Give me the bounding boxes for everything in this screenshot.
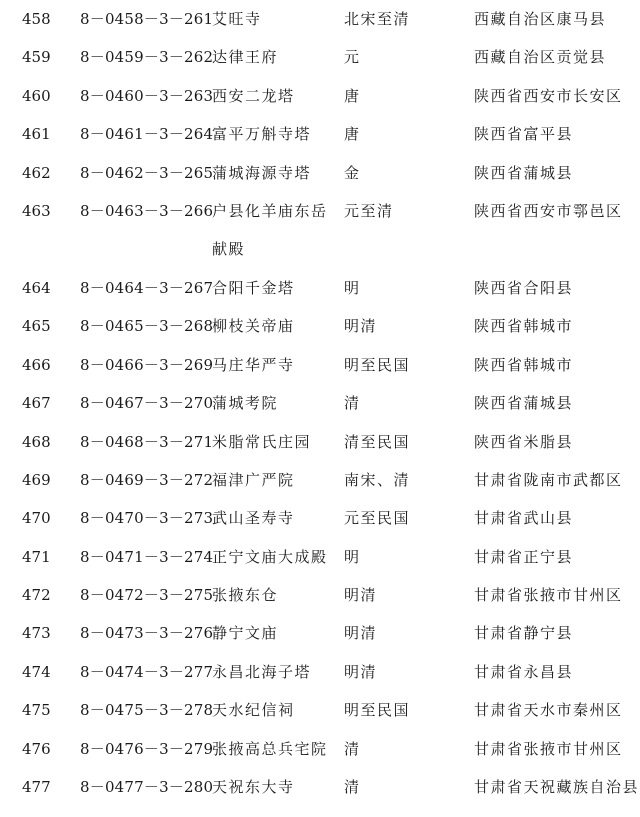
location: 西藏自治区贡觉县 bbox=[474, 48, 607, 67]
location: 陕西省米脂县 bbox=[474, 432, 574, 451]
row-number: 458 bbox=[22, 10, 51, 28]
site-name-line: 张掖东仓 bbox=[212, 586, 279, 605]
site-name-line: 柳枝关帝庙 bbox=[212, 317, 295, 336]
site-name-line: 福津广严院 bbox=[212, 470, 295, 489]
heritage-code: 8－0476－3－279 bbox=[80, 739, 214, 758]
location: 甘肃省武山县 bbox=[474, 509, 574, 528]
table-row bbox=[0, 115, 640, 153]
era: 北宋至清 bbox=[344, 10, 411, 28]
table-row bbox=[0, 307, 640, 345]
row-number: 475 bbox=[22, 701, 51, 720]
site-name bbox=[212, 653, 311, 691]
site-name-line: 武山圣寿寺 bbox=[212, 509, 295, 528]
row-number: 464 bbox=[22, 278, 51, 297]
row-number: 466 bbox=[22, 355, 51, 374]
era: 元至民国 bbox=[344, 509, 411, 528]
row-number: 462 bbox=[22, 163, 51, 182]
era: 明清 bbox=[344, 586, 378, 605]
location: 陕西省富平县 bbox=[474, 125, 574, 144]
row-number: 460 bbox=[22, 86, 51, 105]
site-name bbox=[212, 38, 278, 76]
location: 陕西省西安市鄠邑区 bbox=[474, 201, 623, 220]
table-row bbox=[0, 730, 640, 768]
site-name bbox=[212, 691, 295, 729]
site-name bbox=[212, 538, 328, 576]
location: 陕西省韩城市 bbox=[474, 355, 574, 374]
table-row bbox=[0, 538, 640, 576]
row-number: 468 bbox=[22, 432, 51, 451]
location: 甘肃省陇南市武都区 bbox=[474, 470, 623, 489]
table-row bbox=[0, 154, 640, 192]
location: 甘肃省张掖市甘州区 bbox=[474, 739, 623, 758]
site-name bbox=[212, 576, 278, 614]
location: 甘肃省天水市秦州区 bbox=[474, 701, 623, 720]
heritage-code: 8－0470－3－273 bbox=[80, 509, 214, 528]
site-name bbox=[212, 0, 262, 38]
era: 唐 bbox=[344, 125, 361, 144]
site-name-line: 艾旺寺 bbox=[212, 10, 262, 28]
site-name bbox=[212, 115, 311, 153]
row-number: 459 bbox=[22, 48, 51, 67]
table-row bbox=[0, 653, 640, 691]
heritage-code: 8－0460－3－263 bbox=[80, 86, 214, 105]
row-number: 465 bbox=[22, 317, 51, 336]
site-name bbox=[212, 192, 328, 269]
table-row bbox=[0, 384, 640, 422]
table-row bbox=[0, 691, 640, 729]
location: 甘肃省天祝藏族自治县 bbox=[474, 778, 640, 797]
table-row bbox=[0, 346, 640, 384]
site-name-line: 达律王府 bbox=[212, 48, 279, 67]
era: 明 bbox=[344, 547, 361, 566]
table-row bbox=[0, 499, 640, 537]
heritage-code: 8－0471－3－274 bbox=[80, 547, 214, 566]
table-row bbox=[0, 192, 640, 269]
site-name bbox=[212, 461, 295, 499]
row-number: 470 bbox=[22, 509, 51, 528]
era: 南宋、清 bbox=[344, 470, 411, 489]
location: 陕西省西安市长安区 bbox=[474, 86, 623, 105]
table-row bbox=[0, 77, 640, 115]
table-row bbox=[0, 269, 640, 307]
site-name-line: 静宁文庙 bbox=[212, 624, 279, 643]
site-name-line: 正宁文庙大成殿 bbox=[212, 547, 328, 566]
site-name bbox=[212, 384, 278, 422]
era: 清 bbox=[344, 778, 361, 797]
era: 明清 bbox=[344, 317, 378, 336]
site-name-line: 马庄华严寺 bbox=[212, 355, 295, 374]
heritage-code: 8－0463－3－266 bbox=[80, 201, 214, 220]
row-number: 472 bbox=[22, 586, 51, 605]
location: 甘肃省永昌县 bbox=[474, 662, 574, 681]
location: 陕西省蒲城县 bbox=[474, 394, 574, 413]
era: 清至民国 bbox=[344, 432, 411, 451]
location: 西藏自治区康马县 bbox=[474, 10, 607, 28]
site-name bbox=[212, 730, 328, 768]
heritage-code: 8－0458－3－261 bbox=[80, 10, 214, 28]
heritage-code: 8－0466－3－269 bbox=[80, 355, 214, 374]
era: 元至清 bbox=[344, 201, 394, 220]
era: 清 bbox=[344, 394, 361, 413]
row-number: 473 bbox=[22, 624, 51, 643]
row-number: 463 bbox=[22, 201, 51, 220]
site-name-line: 天祝东大寺 bbox=[212, 778, 295, 797]
era: 清 bbox=[344, 739, 361, 758]
era: 唐 bbox=[344, 86, 361, 105]
era: 明清 bbox=[344, 662, 378, 681]
era: 明清 bbox=[344, 624, 378, 643]
row-number: 461 bbox=[22, 125, 51, 144]
heritage-code: 8－0472－3－275 bbox=[80, 586, 214, 605]
heritage-code: 8－0475－3－278 bbox=[80, 701, 214, 720]
location: 陕西省韩城市 bbox=[474, 317, 574, 336]
era: 明 bbox=[344, 278, 361, 297]
site-name-line: 蒲城海源寺塔 bbox=[212, 163, 312, 182]
table-row bbox=[0, 423, 640, 461]
row-number: 476 bbox=[22, 739, 51, 758]
site-name-line: 献殿 bbox=[212, 240, 246, 259]
site-name bbox=[212, 346, 295, 384]
heritage-code: 8－0462－3－265 bbox=[80, 163, 214, 182]
site-name bbox=[212, 77, 295, 115]
row-number: 467 bbox=[22, 394, 51, 413]
row-number: 477 bbox=[22, 778, 51, 797]
heritage-code: 8－0465－3－268 bbox=[80, 317, 214, 336]
heritage-code: 8－0461－3－264 bbox=[80, 125, 214, 144]
heritage-code: 8－0469－3－272 bbox=[80, 470, 214, 489]
site-name bbox=[212, 614, 278, 652]
table-row bbox=[0, 768, 640, 806]
site-name-line: 富平万斛寺塔 bbox=[212, 125, 312, 144]
table-row bbox=[0, 576, 640, 614]
site-name-line: 合阳千金塔 bbox=[212, 278, 295, 297]
location: 甘肃省张掖市甘州区 bbox=[474, 586, 623, 605]
era: 明至民国 bbox=[344, 701, 411, 720]
site-name-line: 张掖高总兵宅院 bbox=[212, 739, 328, 758]
site-name-line: 天水纪信祠 bbox=[212, 701, 295, 720]
row-number: 469 bbox=[22, 470, 51, 489]
table-row bbox=[0, 0, 640, 38]
table-row bbox=[0, 614, 640, 652]
heritage-code: 8－0459－3－262 bbox=[80, 48, 214, 67]
heritage-code: 8－0477－3－280 bbox=[80, 778, 214, 797]
site-name bbox=[212, 768, 295, 806]
site-name-line: 蒲城考院 bbox=[212, 394, 279, 413]
row-number: 474 bbox=[22, 662, 51, 681]
site-name-line: 西安二龙塔 bbox=[212, 86, 295, 105]
location: 陕西省蒲城县 bbox=[474, 163, 574, 182]
heritage-code: 8－0467－3－270 bbox=[80, 394, 214, 413]
era: 元 bbox=[344, 48, 361, 67]
site-name-line: 永昌北海子塔 bbox=[212, 662, 312, 681]
site-name bbox=[212, 423, 311, 461]
site-name-line: 米脂常氏庄园 bbox=[212, 432, 312, 451]
row-number: 471 bbox=[22, 547, 51, 566]
location: 甘肃省正宁县 bbox=[474, 547, 574, 566]
table-row bbox=[0, 38, 640, 76]
era: 金 bbox=[344, 163, 361, 182]
site-name-line: 户县化羊庙东岳 bbox=[212, 201, 328, 220]
site-name bbox=[212, 307, 295, 345]
era: 明至民国 bbox=[344, 355, 411, 374]
heritage-code: 8－0468－3－271 bbox=[80, 432, 214, 451]
site-name bbox=[212, 499, 295, 537]
location: 陕西省合阳县 bbox=[474, 278, 574, 297]
site-name bbox=[212, 154, 311, 192]
site-name bbox=[212, 269, 295, 307]
heritage-code: 8－0473－3－276 bbox=[80, 624, 214, 643]
heritage-code: 8－0464－3－267 bbox=[80, 278, 214, 297]
heritage-code: 8－0474－3－277 bbox=[80, 662, 214, 681]
table-row bbox=[0, 461, 640, 499]
location: 甘肃省静宁县 bbox=[474, 624, 574, 643]
